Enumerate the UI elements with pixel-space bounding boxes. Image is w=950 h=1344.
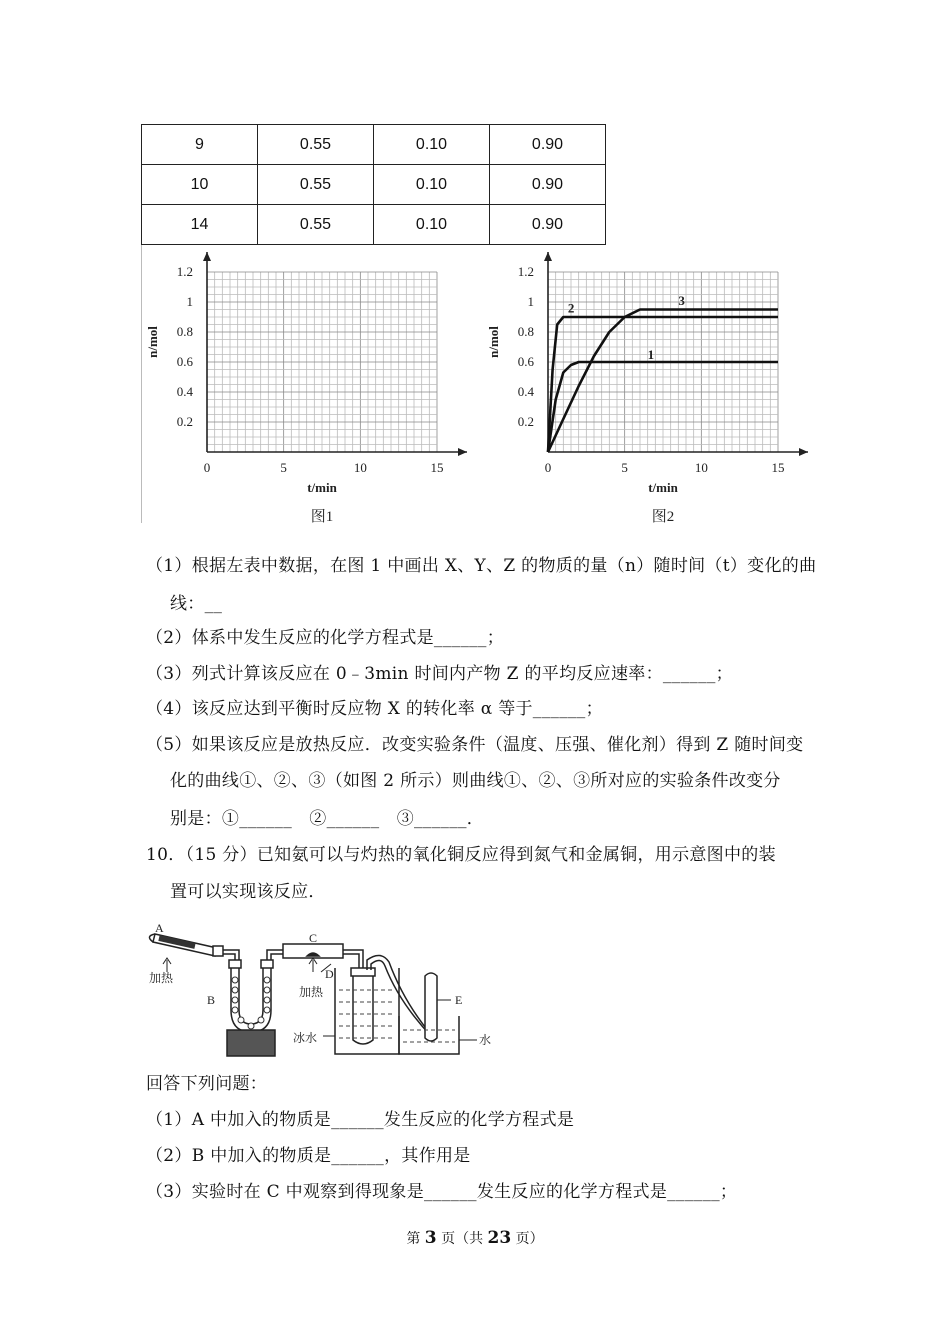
table-cell: 0.90: [490, 205, 606, 245]
series-1-label: 1: [647, 347, 655, 362]
y-axis-arrow: [203, 252, 211, 261]
figure-2-curves: [482, 245, 822, 530]
table-row: [142, 125, 606, 165]
x-axis-label: t/min: [307, 480, 337, 495]
figure-1-empty-grid: [141, 245, 481, 530]
page-total: 23: [487, 1228, 512, 1248]
answer-line-2: （2）B 中加入的物质是______，其作用是: [146, 1146, 471, 1166]
table-cell: 0.10: [374, 165, 490, 205]
table-cell: 9: [142, 125, 258, 165]
figure-caption: 图2: [651, 509, 675, 525]
y-tick-label: 1.2: [176, 264, 193, 279]
question-line-3: （2）体系中发生反应的化学方程式是______；: [146, 628, 505, 648]
x-tick-label: 5: [621, 460, 628, 475]
question-line-2: 线：__: [170, 594, 223, 614]
y-tick-label: 0.2: [517, 414, 534, 429]
answer-intro: 回答下列问题：: [146, 1074, 268, 1094]
x-tick-label: 15: [430, 460, 444, 475]
x-tick-label: 0: [203, 460, 211, 475]
label-e: E: [455, 993, 463, 1007]
x-axis-arrow: [458, 448, 467, 456]
label-c: C: [309, 931, 318, 945]
x-tick-label: 15: [771, 460, 785, 475]
y-tick-label: 0.6: [176, 354, 193, 369]
label-a: A: [155, 921, 164, 935]
y-tick-label: 1.2: [517, 264, 534, 279]
y-axis-label: n/mol: [486, 326, 501, 358]
y-tick-label: 0.4: [517, 384, 534, 399]
apparatus-diagram: [141, 920, 501, 1060]
y-axis-label: n/mol: [145, 326, 160, 358]
question-10-line-1: 10．（15 分）已知氨可以与灼热的氧化铜反应得到氮气和金属铜，用示意图中的装: [146, 845, 776, 865]
label-water: 水: [479, 1033, 492, 1047]
table-cell: 0.55: [258, 125, 374, 165]
label-heat-a: 加热: [149, 971, 174, 985]
question-line-7: 化的曲线①、②、③（如图 2 所示）则曲线①、②、③所对应的实验条件改变分: [170, 771, 781, 791]
answer-line-1: （1）A 中加入的物质是______发生反应的化学方程式是: [146, 1110, 575, 1130]
x-axis-label: t/min: [648, 480, 678, 495]
question-10-line-2: 置可以实现该反应．: [170, 882, 326, 902]
data-table: [141, 124, 606, 245]
table-cell: 0.10: [374, 205, 490, 245]
table-cell: 0.90: [490, 165, 606, 205]
label-d: D: [325, 967, 334, 981]
table-cell: 14: [142, 205, 258, 245]
question-line-8: 别是：①______ ②______ ③______．: [170, 809, 485, 829]
page-footer: 第 3 页（共 23 页）: [406, 1228, 544, 1248]
x-tick-label: 10: [353, 460, 367, 475]
label-b: B: [207, 993, 216, 1007]
question-line-1: （1）根据左表中数据，在图 1 中画出 X、Y、Z 的物质的量（n）随时间（t）变化的曲: [146, 556, 817, 576]
table-cell: 0.55: [258, 205, 374, 245]
table-row: [142, 165, 606, 205]
series-3-label: 3: [678, 293, 685, 308]
label-heat-c: 加热: [299, 985, 324, 999]
x-tick-label: 10: [694, 460, 708, 475]
figure-caption: 图1: [310, 509, 334, 525]
x-tick-label: 5: [280, 460, 287, 475]
y-axis-arrow: [544, 252, 552, 261]
table-row: [142, 205, 606, 245]
y-tick-label: 0.2: [176, 414, 193, 429]
question-line-4: （3）列式计算该反应在 0﹣3min 时间内产物 Z 的平均反应速率：______；: [146, 664, 733, 684]
y-tick-label: 0.6: [517, 354, 534, 369]
x-axis-arrow: [799, 448, 808, 456]
page-number: 3: [424, 1228, 437, 1248]
question-line-6: （5）如果该反应是放热反应．改变实验条件（温度、压强、催化剂）得到 Z 随时间变: [146, 735, 804, 755]
y-tick-label: 0.8: [176, 324, 193, 339]
y-tick-label: 0.8: [517, 324, 534, 339]
x-tick-label: 0: [544, 460, 552, 475]
table-cell: 0.90: [490, 125, 606, 165]
series-2-label: 2: [567, 300, 575, 316]
answer-line-3: （3）实验时在 C 中观察到得现象是______发生反应的化学方程式是______；: [146, 1182, 738, 1202]
label-ice-water: 冰水: [293, 1031, 318, 1045]
y-tick-label: 1: [186, 294, 193, 309]
y-tick-label: 1: [527, 294, 534, 309]
table-cell: 0.55: [258, 165, 374, 205]
question-line-5: （4）该反应达到平衡时反应物 X 的转化率 α 等于______；: [146, 699, 603, 719]
table-cell: 10: [142, 165, 258, 205]
table-cell: 0.10: [374, 125, 490, 165]
y-tick-label: 0.4: [176, 384, 193, 399]
